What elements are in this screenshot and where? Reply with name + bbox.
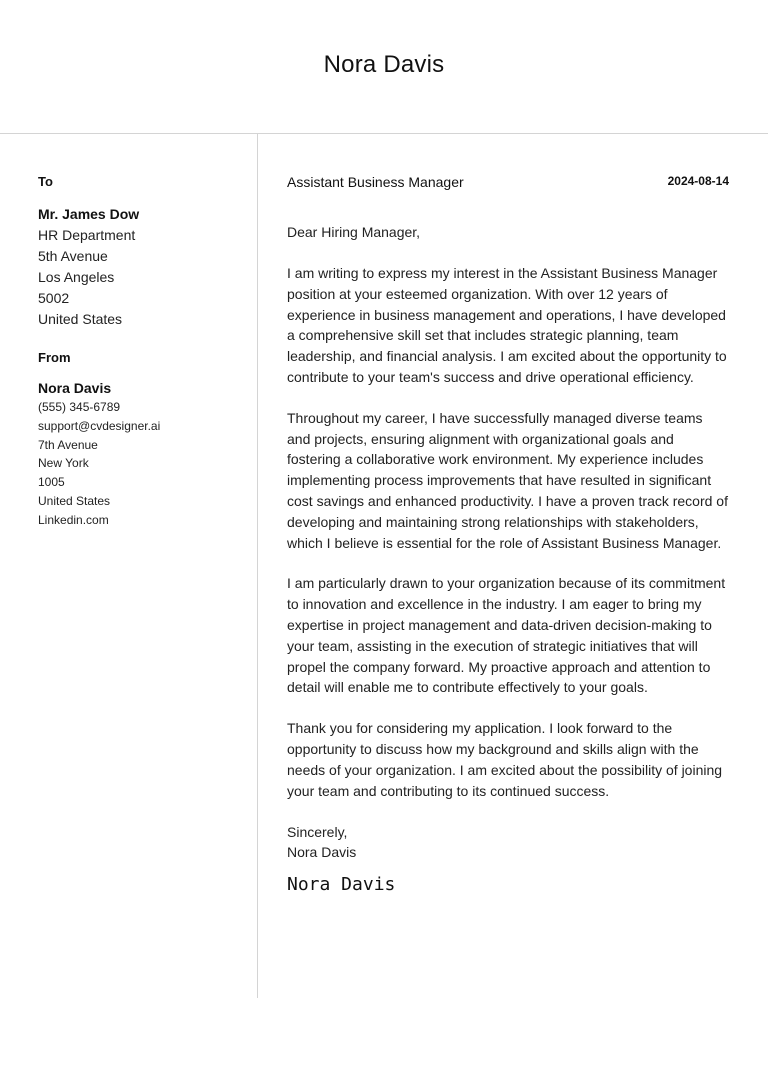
sender-email: support@cvdesigner.ai	[38, 418, 161, 433]
sender-zip: 1005	[38, 475, 65, 490]
sender-country: United States	[38, 493, 111, 508]
letter-heading-row	[287, 170, 729, 194]
recipient-street: 5th Avenue	[38, 248, 108, 264]
body-paragraph: I am writing to express my interest in the Assistant Business Manager position at your esteemed organization. With over 12 years of experience in business management and operations, I have developed a comprehensive skill set that includes strategic planning, team leadership, and financial analysis. I am excited about the opportunity to contribute to your team's success and drive operational efficiency.	[287, 265, 727, 385]
recipient-country: United States	[38, 311, 123, 327]
letter-date: 2024-08-14	[667, 174, 729, 188]
contact-sidebar	[38, 170, 248, 530]
letter-body	[287, 170, 729, 895]
sender-city: New York	[38, 456, 89, 471]
closing-name: Nora Davis	[287, 844, 357, 861]
job-title: Assistant Business Manager	[287, 174, 464, 190]
recipient-city: Los Angeles	[38, 269, 115, 285]
recipient-name: Mr. James Dow	[38, 206, 140, 222]
sender-name: Nora Davis	[38, 380, 112, 396]
from-label: From	[38, 350, 71, 365]
sender-street: 7th Avenue	[38, 437, 98, 452]
sender-linkedin: Linkedin.com	[38, 512, 109, 527]
sender-phone: (555) 345-6789	[38, 400, 121, 414]
greeting: Dear Hiring Manager,	[287, 224, 421, 240]
recipient-zip: 5002	[38, 290, 70, 306]
body-paragraph: I am particularly drawn to your organization because of its commitment to innovation and excellence in the industry. I am eager to bring my expertise in project management and data-driven decision-making to your team, assisting in the execution of strategic initiatives that will propel the company forward. My proactive approach and attention to detail will enable me to contribute effectively to your goals.	[287, 575, 726, 696]
closing-salutation: Sincerely,	[287, 824, 348, 841]
signature: Nora Davis	[287, 874, 396, 896]
recipient-department: HR Department	[38, 227, 136, 243]
body-paragraph: Throughout my career, I have successfully managed diverse teams and projects, ensuring alignment with organizational goals and fostering a collaborative work environment. My experience includes implementing process improvements that have resulted in significant cost savings and enhanced productivity. I have a proven track record of developing and maintaining strong relationships with stakeholders, which I believe is essential for the role of Assistant Business Manager.	[287, 409, 728, 551]
to-label: To	[38, 174, 53, 189]
letter-header	[0, 0, 768, 134]
applicant-name-title: Nora Davis	[323, 51, 445, 78]
column-divider	[257, 134, 258, 998]
body-paragraph: Thank you for considering my application. I look forward to the opportunity to discuss how my background and skills align with the needs of your organization. I am excited about the possibility of joining your team and contributing to its continued success.	[287, 720, 723, 799]
